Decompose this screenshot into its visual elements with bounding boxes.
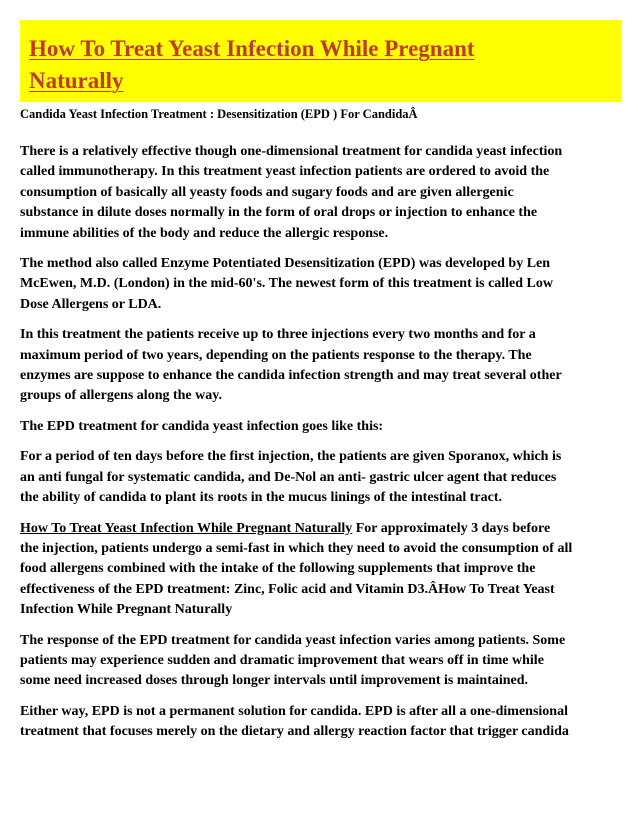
paragraph-sporanox [20, 447, 622, 508]
paragraph-semi-fast [20, 519, 622, 621]
title-line-2[interactable]: Naturally [29, 68, 124, 93]
text-line: Either way, EPD is not a permanent solution for candida. EPD is after all a one-dimensional [20, 703, 568, 719]
paragraph-epd-steps-intro [20, 417, 622, 437]
text-line: some need increased doses through longer intervals until improvement is maintained. [20, 673, 529, 689]
paragraph-conclusion [20, 702, 622, 743]
text-line [20, 519, 622, 539]
text-line: In this treatment the patients receive up to three injections every two months and for a [20, 327, 536, 343]
text-line: McEwen, M.D. (London) in the mid-60's. The newest form of this treatment is called Low [20, 276, 554, 292]
paragraph-response [20, 631, 622, 692]
page-title[interactable] [29, 33, 614, 97]
text-line: Dose Allergens or LDA. [20, 296, 162, 312]
paragraph-injections [20, 325, 622, 407]
text-line: groups of allergens along the way. [20, 388, 222, 404]
text-line: substance in dilute doses normally in the form of oral drops or injection to enhance the [20, 205, 538, 221]
text-line: The EPD treatment for candida yeast infection goes like this: [20, 418, 384, 434]
text-segment: For approximately 3 days before [352, 520, 551, 536]
paragraph-epd-method [20, 254, 622, 315]
text-line: maximum period of two years, depending on the patients response to the therapy. The [20, 347, 532, 363]
paragraph-immunotherapy [20, 142, 622, 244]
text-line: called immunotherapy. In this treatment yeast infection patients are ordered to avoid the [20, 164, 550, 180]
text-line: an anti fungal for systematic candida, and De-Nol an anti- gastric ulcer agent that reduces [20, 469, 557, 485]
text-line: patients may experience sudden and dramatic improvement that wears off in time while [20, 652, 544, 668]
text-line: Infection While Pregnant Naturally [20, 602, 233, 618]
text-line: For a period of ten days before the first injection, the patients are given Sporanox, which is [20, 449, 562, 465]
text-line: effectiveness of the EPD treatment: Zinc, Folic acid and Vitamin D3.ÂHow To Treat Yeast [20, 581, 555, 597]
text-line: enzymes are suppose to enhance the candida infection strength and may treat several other [20, 368, 562, 384]
document-subtitle: Candida Yeast Infection Treatment : Desensitization (EPD ) For CandidaÂ [20, 107, 418, 121]
text-line: immune abilities of the body and reduce the allergic response. [20, 225, 389, 241]
text-line: food allergens combined with the intake of the following supplements that improve the [20, 561, 536, 577]
text-line: treatment that focuses merely on the dietary and allergy reaction factor that trigger candida [20, 724, 569, 740]
title-banner [20, 20, 622, 102]
text-line: consumption of basically all yeasty foods and sugary foods and are given allergenic [20, 184, 514, 200]
text-line: the injection, patients undergo a semi-fast in which they need to avoid the consumption of all [20, 540, 573, 556]
text-line: The method also called Enzyme Potentiated Desensitization (EPD) was developed by Len [20, 256, 551, 272]
text-line: The response of the EPD treatment for candida yeast infection varies among patients. Some [20, 632, 566, 648]
text-line: There is a relatively effective though one-dimensional treatment for candida yeast infection [20, 144, 563, 159]
text-line: the ability of candida to plant its roots in the mucus linings of the intestinal tract. [20, 490, 502, 506]
title-line-1[interactable]: How To Treat Yeast Infection While Pregnant [29, 36, 475, 61]
article-link[interactable]: How To Treat Yeast Infection While Pregnant Naturally [20, 520, 353, 536]
document-page [20, 20, 622, 743]
